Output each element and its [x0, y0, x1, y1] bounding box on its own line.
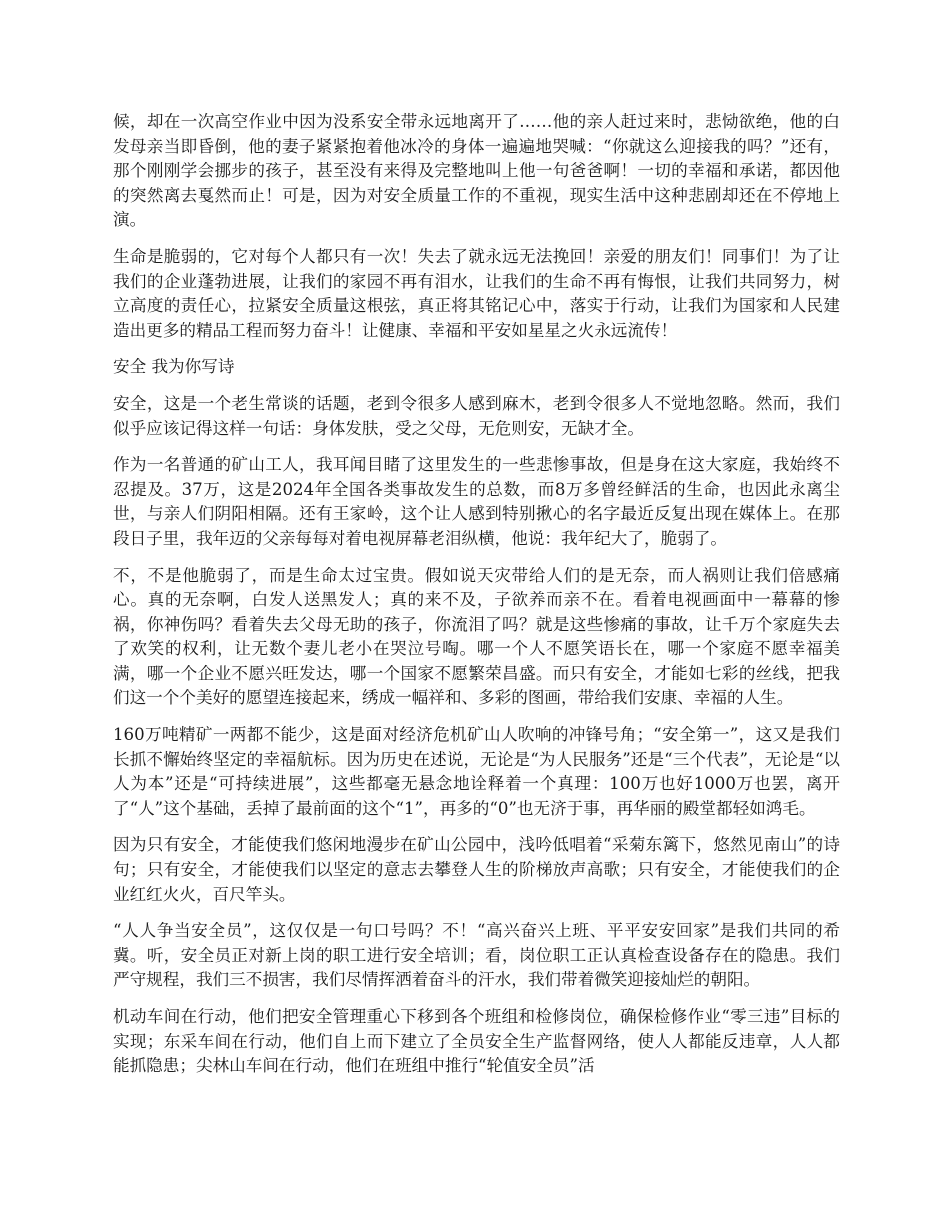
- paragraph: 安全，这是一个老生常谈的话题，老到令很多人感到麻木，老到令很多人不觉地忽略。然而，我们似乎应该记得这样一句话：身体发肤，受之父母，无危则安，无缺才全。: [113, 393, 840, 438]
- paragraph: “人人争当安全员”，这仅仅是一句口号吗？不！“高兴奋兴上班、平平安安回家”是我们共同的希冀。听，安全员正对新上岗的职工进行安全培训；看，岗位职工正认真检查设备存在的隐患。我们严守规程，我们三不损害，我们尽情挥洒着奋斗的汗水，我们带着微笑迎接灿烂的朝阳。: [113, 921, 840, 990]
- paragraph: 作为一名普通的矿山工人，我耳闻目睹了这里发生的一些悲惨事故，但是身在这大家庭，我始终不忍提及。37万，这是2024年全国各类事故发生的总数，而8万多曾经鲜活的生命，也因此永离尘世，与亲人们阴阳相隔。还有王家岭，这个让人感到特别揪心的名字最近反复出现在媒体上。在那段日子里，我年迈的父亲每每对着电视屏幕老泪纵横，他说：我年纪大了，脆弱了。: [113, 455, 840, 548]
- paragraph: 机动车间在行动，他们把安全管理重心下移到各个班组和检修岗位，确保检修作业“零三违”目标的实现；东采车间在行动，他们自上而下建立了全员安全生产监督网络，使人人都能反违章，人人都能抓隐患；尖林山车间在行动，他们在班组中推行“轮值安全员”活: [113, 1007, 840, 1076]
- paragraph: 因为只有安全，才能使我们悠闲地漫步在矿山公园中，浅吟低唱着“采菊东篱下，悠然见南山”的诗句；只有安全，才能使我们以坚定的意志去攀登人生的阶梯放声高歌；只有安全，才能使我们的企业红红火火，百尺竿头。: [113, 835, 840, 904]
- paragraph: 不，不是他脆弱了，而是生命太过宝贵。假如说天灾带给人们的是无奈，而人祸则让我们倍感痛心。真的无奈啊，白发人送黑发人；真的来不及，子欲养而亲不在。看着电视画面中一幕幕的惨祸，你神伤吗？看着失去父母无助的孩子，你流泪了吗？就是这些惨痛的事故，让千万个家庭失去了欢笑的权利，让无数个妻儿老小在哭泣号啕。哪一个人不愿笑语长在，哪一个家庭不愿幸福美满，哪一个企业不愿兴旺发达，哪一个国家不愿繁荣昌盛。而只有安全，才能如七彩的丝线，把我们这一个个美好的愿望连接起来，绣成一幅祥和、多彩的图画，带给我们安康、幸福的人生。: [113, 565, 840, 708]
- section-heading: 安全 我为你写诗: [113, 357, 235, 377]
- paragraph: 160万吨精矿一两都不能少，这是面对经济危机矿山人吹响的冲锋号角；“安全第一”，这又是我们长抓不懈始终坚定的幸福航标。因为历史在述说，无论是“为人民服务”还是“三个代表”，无论是“以人为本”还是“可持续进展”，这些都毫无悬念地诠释着一个真理：100万也好1000万也罢，离开了“人”这个基础，丢掉了最前面的这个“1”，再多的“0”也无济于事，再华丽的殿堂都轻如鸿毛。: [113, 725, 840, 818]
- document-page: [113, 110, 840, 1091]
- paragraph: 候，却在一次高空作业中因为没系安全带永远地离开了……他的亲人赶过来时，悲恸欲绝，他的白发母亲当即昏倒，他的妻子紧紧抱着他冰冷的身体一遍遍地哭喊：“你就这么迎接我的吗？”还有，那个刚刚学会挪步的孩子，甚至没有来得及完整地叫上他一句爸爸啊！一切的幸福和承诺，都因他的突然离去戛然而止！可是，因为对安全质量工作的不重视，现实生活中这种悲剧却还在不停地上演。: [113, 112, 840, 230]
- paragraph: 生命是脆弱的，它对每个人都只有一次！失去了就永远无法挽回！亲爱的朋友们！同事们！为了让我们的企业蓬勃进展，让我们的家园不再有泪水，让我们的生命不再有悔恨，让我们共同努力，树立高度的责任心，拉紧安全质量这根弦，真正将其铭记心中，落实于行动，让我们为国家和人民建造出更多的精品工程而努力奋斗！让健康、幸福和平安如星星之火永远流传！: [113, 246, 840, 340]
